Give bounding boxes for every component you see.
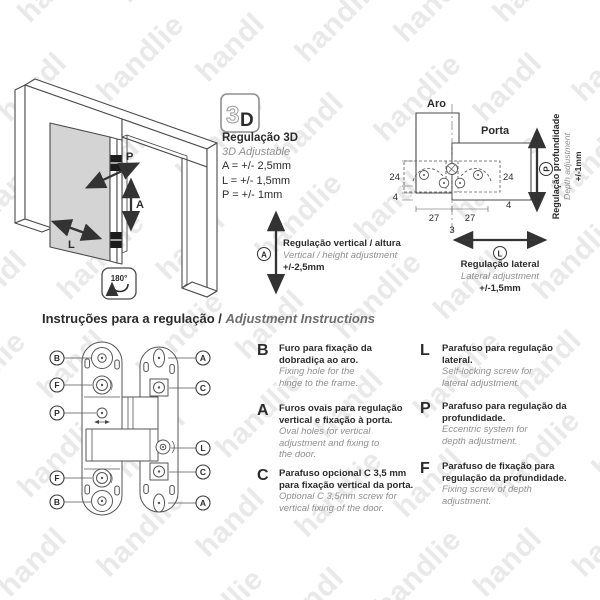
legend-pt-line: Parafuso opcional C 3,5 mm bbox=[279, 468, 407, 479]
legend-en-line: Eccentric system for bbox=[442, 424, 528, 435]
legend-en-line: lateral adjustment. bbox=[442, 377, 520, 389]
legend-en-line: Fixing screw of depth bbox=[442, 484, 532, 495]
legend-en-line: adjustment. bbox=[442, 495, 492, 507]
wall-right-jamb bbox=[182, 158, 207, 297]
legend-item-p bbox=[420, 401, 600, 447]
rotation-180-badge bbox=[102, 268, 136, 299]
dim-left-24: 24 bbox=[389, 172, 400, 183]
legend-en-line: Optional C 3,5mm screw for bbox=[279, 491, 397, 502]
legend-pt-line: Parafuso para regulação bbox=[442, 343, 553, 354]
heading-separator: / bbox=[214, 311, 226, 326]
legend-pt-line: dobradiça ao aro. bbox=[279, 354, 359, 366]
dim-right-4: 4 bbox=[506, 200, 512, 211]
spec-block bbox=[222, 131, 372, 203]
legend-pt-line: regulação da profundidade. bbox=[442, 472, 567, 484]
legend-pt-line: Parafuso de fixação para bbox=[442, 461, 555, 472]
legend-item-l bbox=[420, 343, 600, 389]
depth-adjustment-text bbox=[551, 100, 587, 233]
heading-pt: Instruções para a regulação bbox=[42, 311, 215, 326]
lateral-en: Lateral adjustment bbox=[460, 271, 540, 282]
heading-en: Adjustment Instructions bbox=[225, 311, 376, 326]
legend-en-line: the door. bbox=[279, 449, 317, 460]
lateral-pt: Regulação lateral bbox=[460, 259, 540, 270]
vertical-adjustment-indicator bbox=[258, 214, 277, 291]
callout-a-bottom: A bbox=[199, 498, 207, 508]
legend-letter-l: L bbox=[420, 342, 430, 359]
legend-pt-line: vertical e fixação à porta. bbox=[279, 414, 393, 426]
instructions-heading bbox=[42, 311, 375, 326]
callout-f-bottom: F bbox=[54, 473, 60, 483]
vertical-en: Vertical / height adjustment bbox=[283, 250, 398, 261]
lateral-adjustment-indicator bbox=[456, 240, 544, 260]
lateral-adjustment-text bbox=[438, 259, 562, 295]
depth-pt: Regulação profundidade bbox=[551, 113, 561, 220]
legend-letter-f: F bbox=[420, 460, 430, 477]
callout-l: L bbox=[200, 443, 206, 453]
depth-en: Depth adjustment bbox=[562, 133, 572, 200]
legend-pt-line: Parafuso para regulação da bbox=[442, 401, 567, 412]
vertical-adjustment-text bbox=[283, 238, 443, 274]
door-face bbox=[50, 123, 110, 261]
iso-label-a: A bbox=[136, 199, 144, 211]
dim-bottom-3: 3 bbox=[449, 225, 455, 236]
legend-item-a bbox=[257, 400, 439, 461]
door-profile bbox=[452, 143, 531, 200]
circled-p-label: P bbox=[542, 166, 552, 172]
legend-letter-b: B bbox=[257, 342, 269, 359]
callout-c-top: C bbox=[199, 383, 207, 393]
legend-en-line: Self-locking screw for bbox=[442, 366, 533, 377]
legend-pt-line: profundidade. bbox=[442, 412, 506, 424]
legend-pt-line: lateral. bbox=[442, 354, 473, 366]
legend-item-b bbox=[257, 343, 439, 389]
spec-line-a: A = +/- 2,5mm bbox=[222, 160, 292, 172]
hinge-bottom-icon bbox=[111, 232, 122, 248]
dim-bottom-27b: 27 bbox=[464, 213, 476, 224]
badge-3d bbox=[221, 94, 259, 132]
wall-right-side-face bbox=[207, 143, 217, 297]
spec-line-l: L = +/- 1,5mm bbox=[222, 174, 291, 187]
badge-3d-digit: 3 bbox=[226, 102, 240, 129]
vertical-range: +/-2,5mm bbox=[283, 262, 325, 273]
spec-line-p: P = +/- 1mm bbox=[222, 189, 283, 201]
spec-title: Regulação 3D bbox=[222, 132, 299, 144]
callout-c-bottom: C bbox=[199, 467, 207, 477]
legend-en-line: Oval holes for vertical bbox=[279, 426, 371, 437]
iso-door-panel bbox=[50, 123, 122, 264]
callout-f-top: F bbox=[54, 380, 60, 390]
legend-en-line: Fixing hole for the bbox=[279, 366, 355, 377]
section-drawing bbox=[389, 98, 531, 236]
callout-b-bottom: B bbox=[53, 497, 61, 507]
vertical-pt: Regulação vertical / altura bbox=[283, 238, 401, 249]
legend-pt-line: para fixação vertical da porta. bbox=[279, 479, 414, 491]
hinge-top-icon bbox=[111, 155, 122, 171]
wall-left-side-face bbox=[15, 85, 25, 223]
circled-l-label: L bbox=[497, 249, 503, 259]
legend-pt-line: Furo para fixação da bbox=[279, 343, 372, 354]
dim-left-4: 4 bbox=[392, 192, 398, 203]
depth-range: +/-1mm bbox=[573, 151, 583, 182]
legend-pt-line: Furos ovais para regulação bbox=[279, 403, 403, 414]
callout-b-top: B bbox=[53, 353, 61, 363]
legend-en-line: adjustment and fixing to bbox=[279, 437, 380, 449]
callout-p: P bbox=[54, 408, 60, 418]
spec-subtitle: 3D Adjustable bbox=[222, 146, 291, 158]
legend-en-line: vertical fixing of the door. bbox=[279, 502, 385, 514]
badge-3d-letter: D bbox=[240, 110, 254, 131]
legend-item-c bbox=[257, 468, 439, 514]
legend-letter-c: C bbox=[257, 467, 269, 484]
circled-a-label: A bbox=[261, 250, 267, 260]
legend-letter-p: P bbox=[420, 400, 431, 417]
callout-a-top: A bbox=[199, 353, 207, 363]
legend-letter-a: A bbox=[257, 402, 269, 419]
lateral-range: +/-1,5mm bbox=[479, 283, 521, 294]
iso-label-p: P bbox=[126, 151, 134, 163]
dim-bottom-27a: 27 bbox=[428, 213, 440, 224]
legend-en-line: depth adjustment. bbox=[442, 435, 518, 447]
rotation-angle-label: 180° bbox=[110, 274, 128, 283]
legend-en-line: hinge to the frame. bbox=[279, 377, 359, 389]
dim-right-24: 24 bbox=[503, 172, 514, 183]
door-label: Porta bbox=[481, 125, 510, 137]
legend-item-f bbox=[420, 461, 600, 507]
iso-label-l: L bbox=[68, 239, 75, 251]
hinge-diagram bbox=[50, 342, 210, 515]
frame-label: Aro bbox=[427, 98, 446, 110]
